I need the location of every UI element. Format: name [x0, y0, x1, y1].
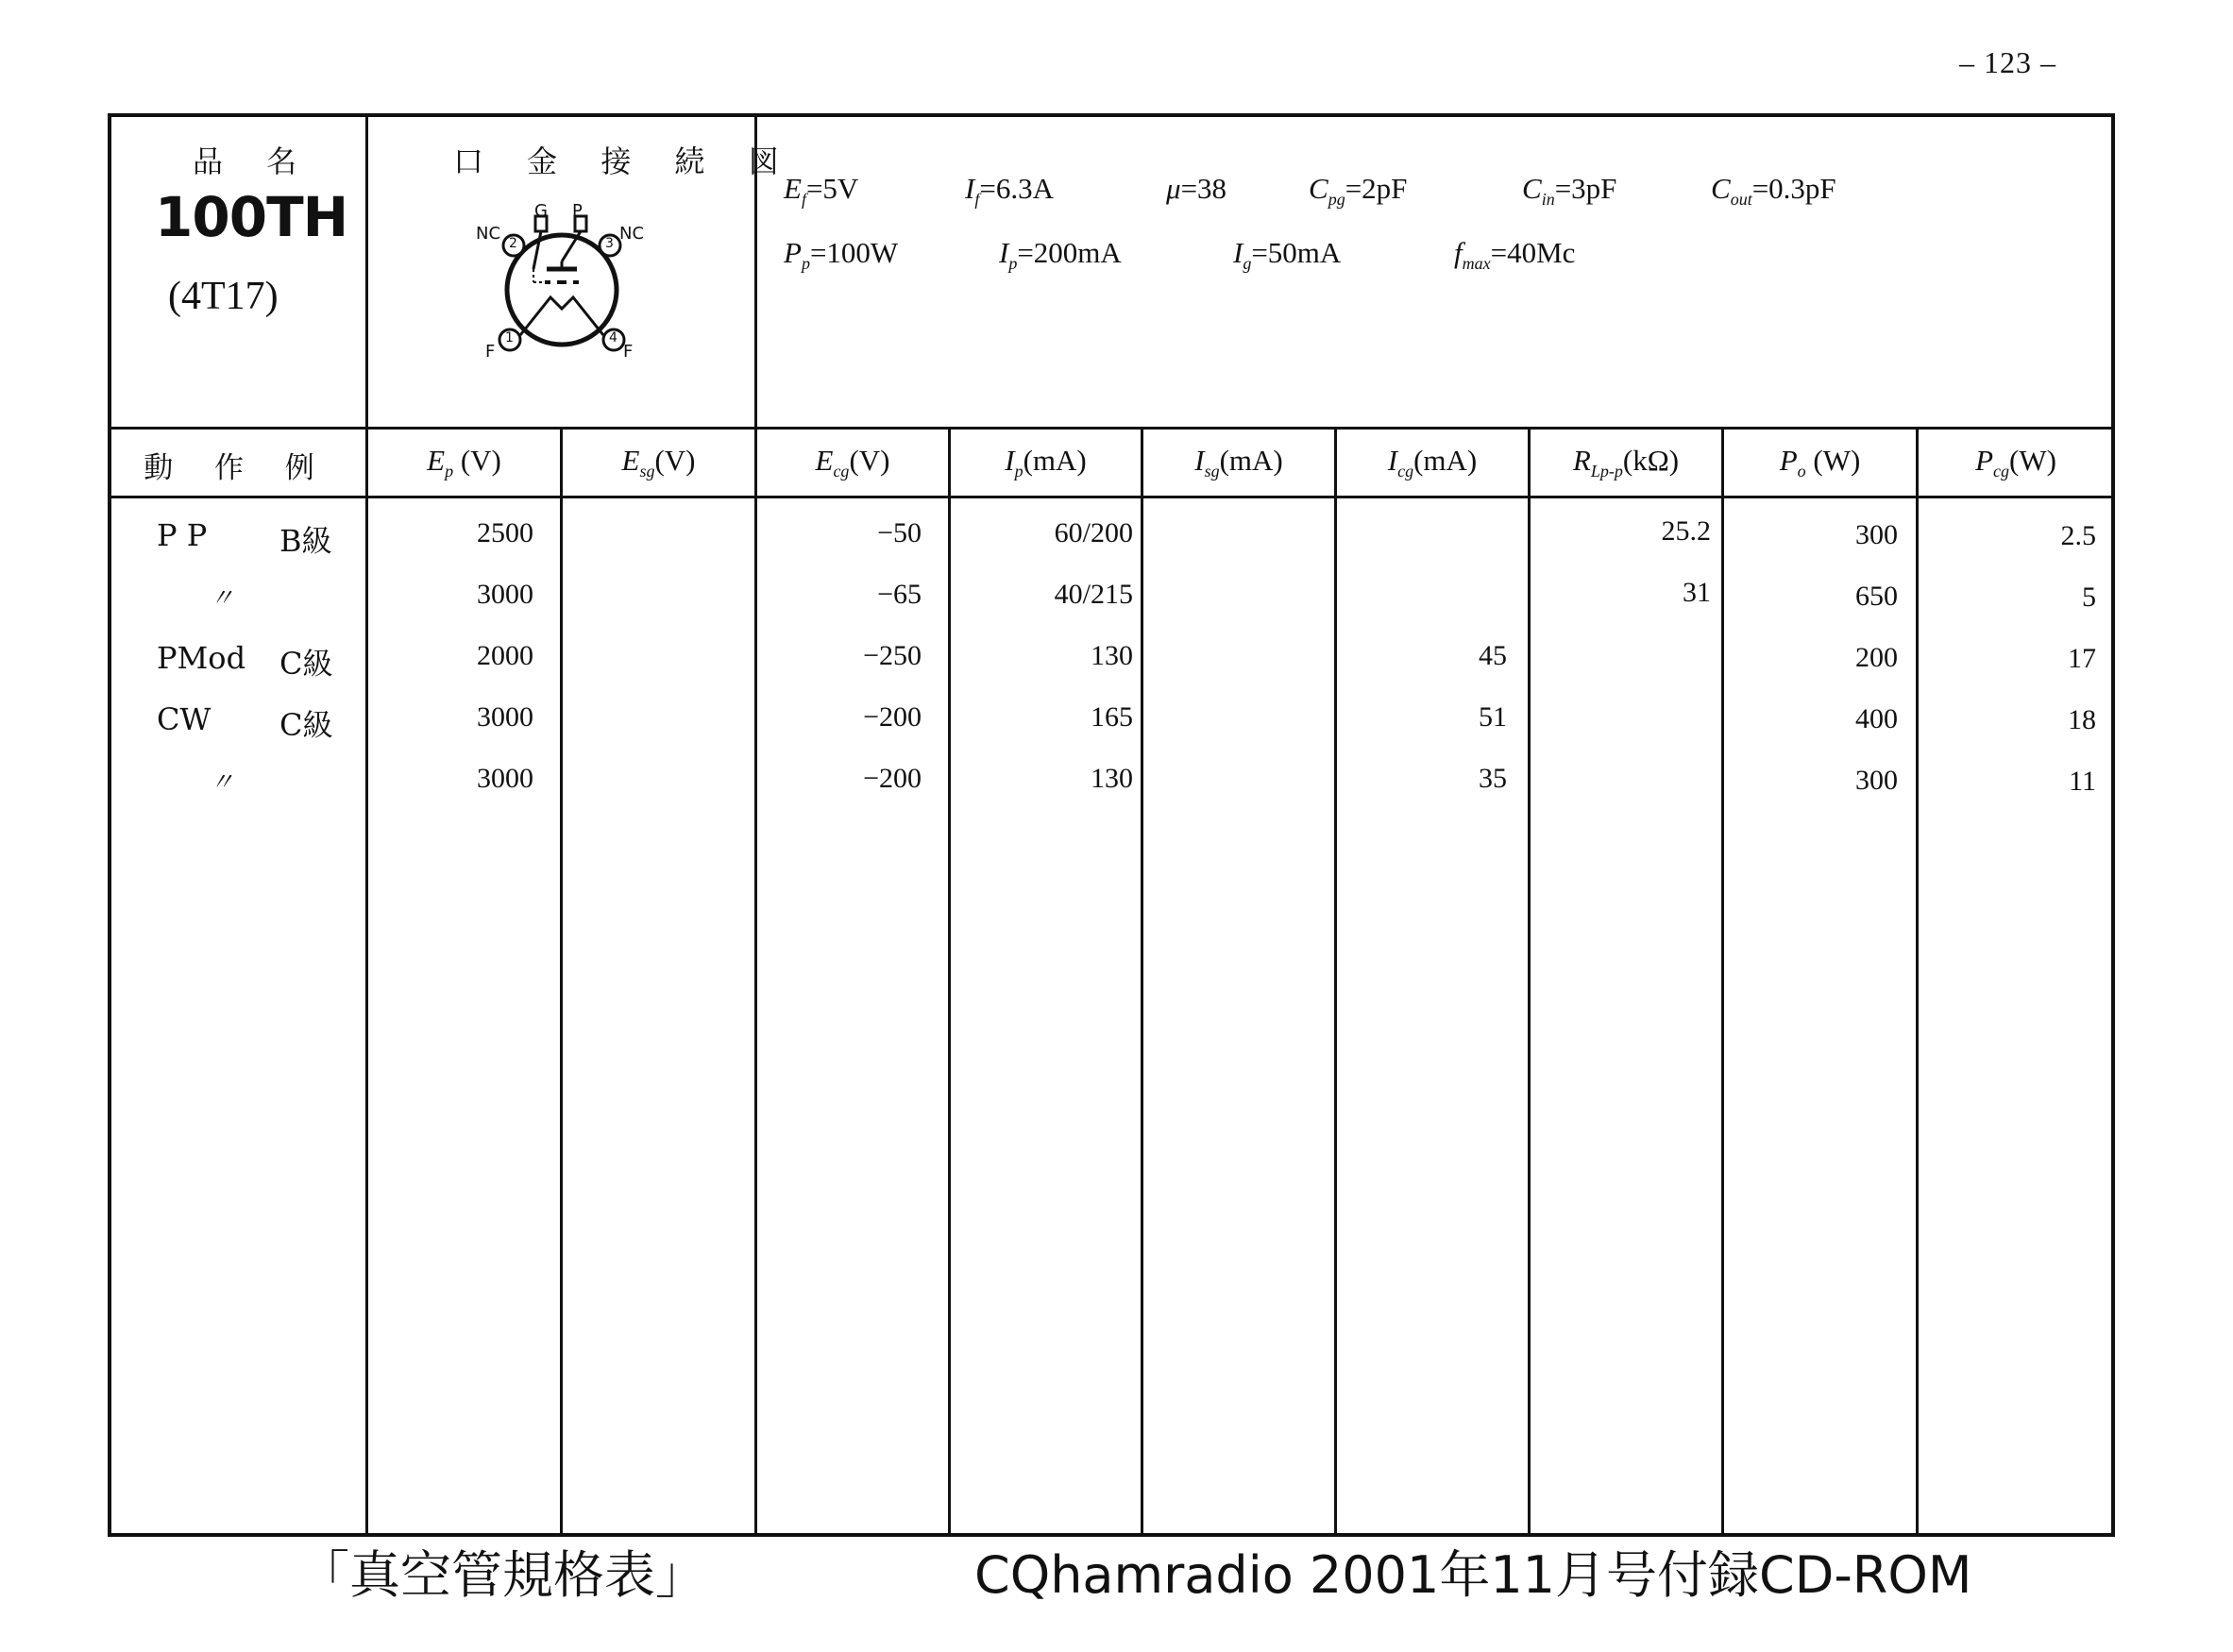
cell-po: 400	[1855, 703, 1898, 734]
pin-nc-right-label: NC	[619, 224, 645, 244]
class-label: B級	[279, 523, 332, 559]
spec-e-f: $E_f=5V$	[784, 172, 859, 210]
pin-1-number: 1	[505, 330, 514, 346]
column-header-divider	[110, 496, 2113, 498]
cell-ecg: −200	[863, 701, 922, 733]
cell-ep: 3000	[477, 579, 533, 610]
col-divider-9	[1916, 429, 1919, 1535]
cell-ip: 40/215	[1054, 579, 1133, 610]
cell-rl: 31	[1683, 577, 1711, 608]
cell-icg: 51	[1479, 701, 1507, 733]
cell-ep: 3000	[477, 763, 533, 794]
cell-ep: 2500	[477, 517, 533, 548]
cell-ep: 3000	[477, 701, 533, 733]
footer-title: 「真空管規格表」	[298, 1545, 706, 1605]
spec-f-max: $f_{max}=40Mc$	[1454, 236, 1576, 274]
name-label: 品 名	[193, 143, 314, 179]
alt-model-name: (4T17)	[168, 275, 279, 318]
col-divider-4	[948, 429, 951, 1535]
cell-po: 650	[1855, 581, 1898, 612]
pin-g-label: G	[534, 201, 548, 221]
col-divider-2	[560, 429, 563, 1535]
cell-ecg: −50	[877, 517, 922, 548]
cell-icg: 45	[1479, 640, 1507, 671]
col-divider-1	[365, 115, 368, 1535]
col-divider-8	[1721, 429, 1724, 1535]
cell-icg: 35	[1479, 763, 1507, 794]
pin-f-left-label: F	[485, 342, 496, 362]
cell-ecg: −65	[877, 579, 922, 610]
cell-ip: 130	[1091, 640, 1133, 671]
pin-3-number: 3	[605, 236, 614, 251]
mode-label: PMod	[157, 640, 246, 676]
cell-ecg: −250	[863, 640, 922, 671]
cell-ip: 165	[1091, 701, 1133, 733]
cell-ecg: −200	[863, 763, 922, 794]
pin-2-number: 2	[509, 236, 517, 251]
cell-pcg: 5	[2082, 582, 2096, 613]
mode-label: CW	[157, 701, 211, 737]
column-header-5: $I_p(mA)$	[1005, 444, 1087, 481]
class-label: C級	[279, 646, 333, 682]
col-divider-7	[1528, 429, 1531, 1535]
mode-label: 〃	[210, 768, 235, 797]
spec-i-f: $I_f=6.3A$	[965, 172, 1054, 210]
footer-source: CQhamradio 2001年11月号付録CD-ROM	[974, 1545, 1972, 1605]
cell-pcg: 17	[2068, 643, 2096, 674]
spec-mu: μ=38	[1166, 172, 1227, 205]
spec-c-in: $C_{in}=3pF$	[1522, 172, 1617, 210]
pin-f-right-label: F	[623, 342, 634, 362]
mode-label: P P	[157, 517, 208, 553]
model-name: 100TH	[155, 185, 348, 249]
page-number: – 123 –	[1959, 45, 2056, 79]
mode-label: 〃	[210, 584, 235, 613]
socket-label: 口 金 接 続 図	[453, 143, 796, 179]
pin-nc-left-label: NC	[476, 224, 501, 244]
header-divider	[110, 427, 2113, 430]
pin-4-number: 4	[609, 330, 617, 346]
cell-pcg: 11	[2069, 766, 2096, 797]
cell-po: 300	[1855, 765, 1898, 796]
spec-i-g: $I_g=50mA$	[1233, 236, 1342, 274]
spec-frame	[108, 113, 2115, 1537]
cell-pcg: 2.5	[2060, 520, 2096, 551]
col-divider-6	[1334, 429, 1337, 1535]
col-divider-3	[754, 115, 757, 1535]
pin-p-label: P	[572, 201, 583, 221]
column-header-6: $I_{sg}(mA)$	[1194, 444, 1283, 481]
column-header-10: $P_{cg}(W)$	[1975, 444, 2056, 481]
col-divider-5	[1141, 429, 1143, 1535]
column-header-9: $P_o$ (W)	[1779, 444, 1861, 481]
cell-po: 200	[1855, 642, 1898, 673]
class-label: C級	[279, 707, 333, 743]
column-header-1: 動 作 例	[144, 451, 331, 484]
spec-i-p: $I_p=200mA$	[999, 236, 1122, 274]
spec-p-p: $P_p=100W$	[784, 236, 899, 274]
spec-c-out: $C_{out}=0.3pF$	[1711, 172, 1836, 210]
cell-pcg: 18	[2068, 704, 2096, 735]
spec-c-pg: $C_{pg}=2pF$	[1309, 172, 1408, 210]
cell-ip: 130	[1091, 763, 1133, 794]
column-header-8: $R_{Lp-p}(k\Omega)$	[1572, 444, 1680, 481]
cell-ep: 2000	[477, 640, 533, 671]
column-header-4: $E_{cg}(V)$	[815, 444, 890, 481]
cell-po: 300	[1855, 519, 1898, 550]
column-header-7: $I_{cg}(mA)$	[1387, 444, 1478, 481]
cell-ip: 60/200	[1054, 517, 1133, 548]
cell-rl: 25.2	[1661, 515, 1711, 547]
column-header-2: $E_p$ (V)	[427, 444, 501, 481]
column-header-3: $E_{sg}(V)$	[621, 444, 696, 481]
